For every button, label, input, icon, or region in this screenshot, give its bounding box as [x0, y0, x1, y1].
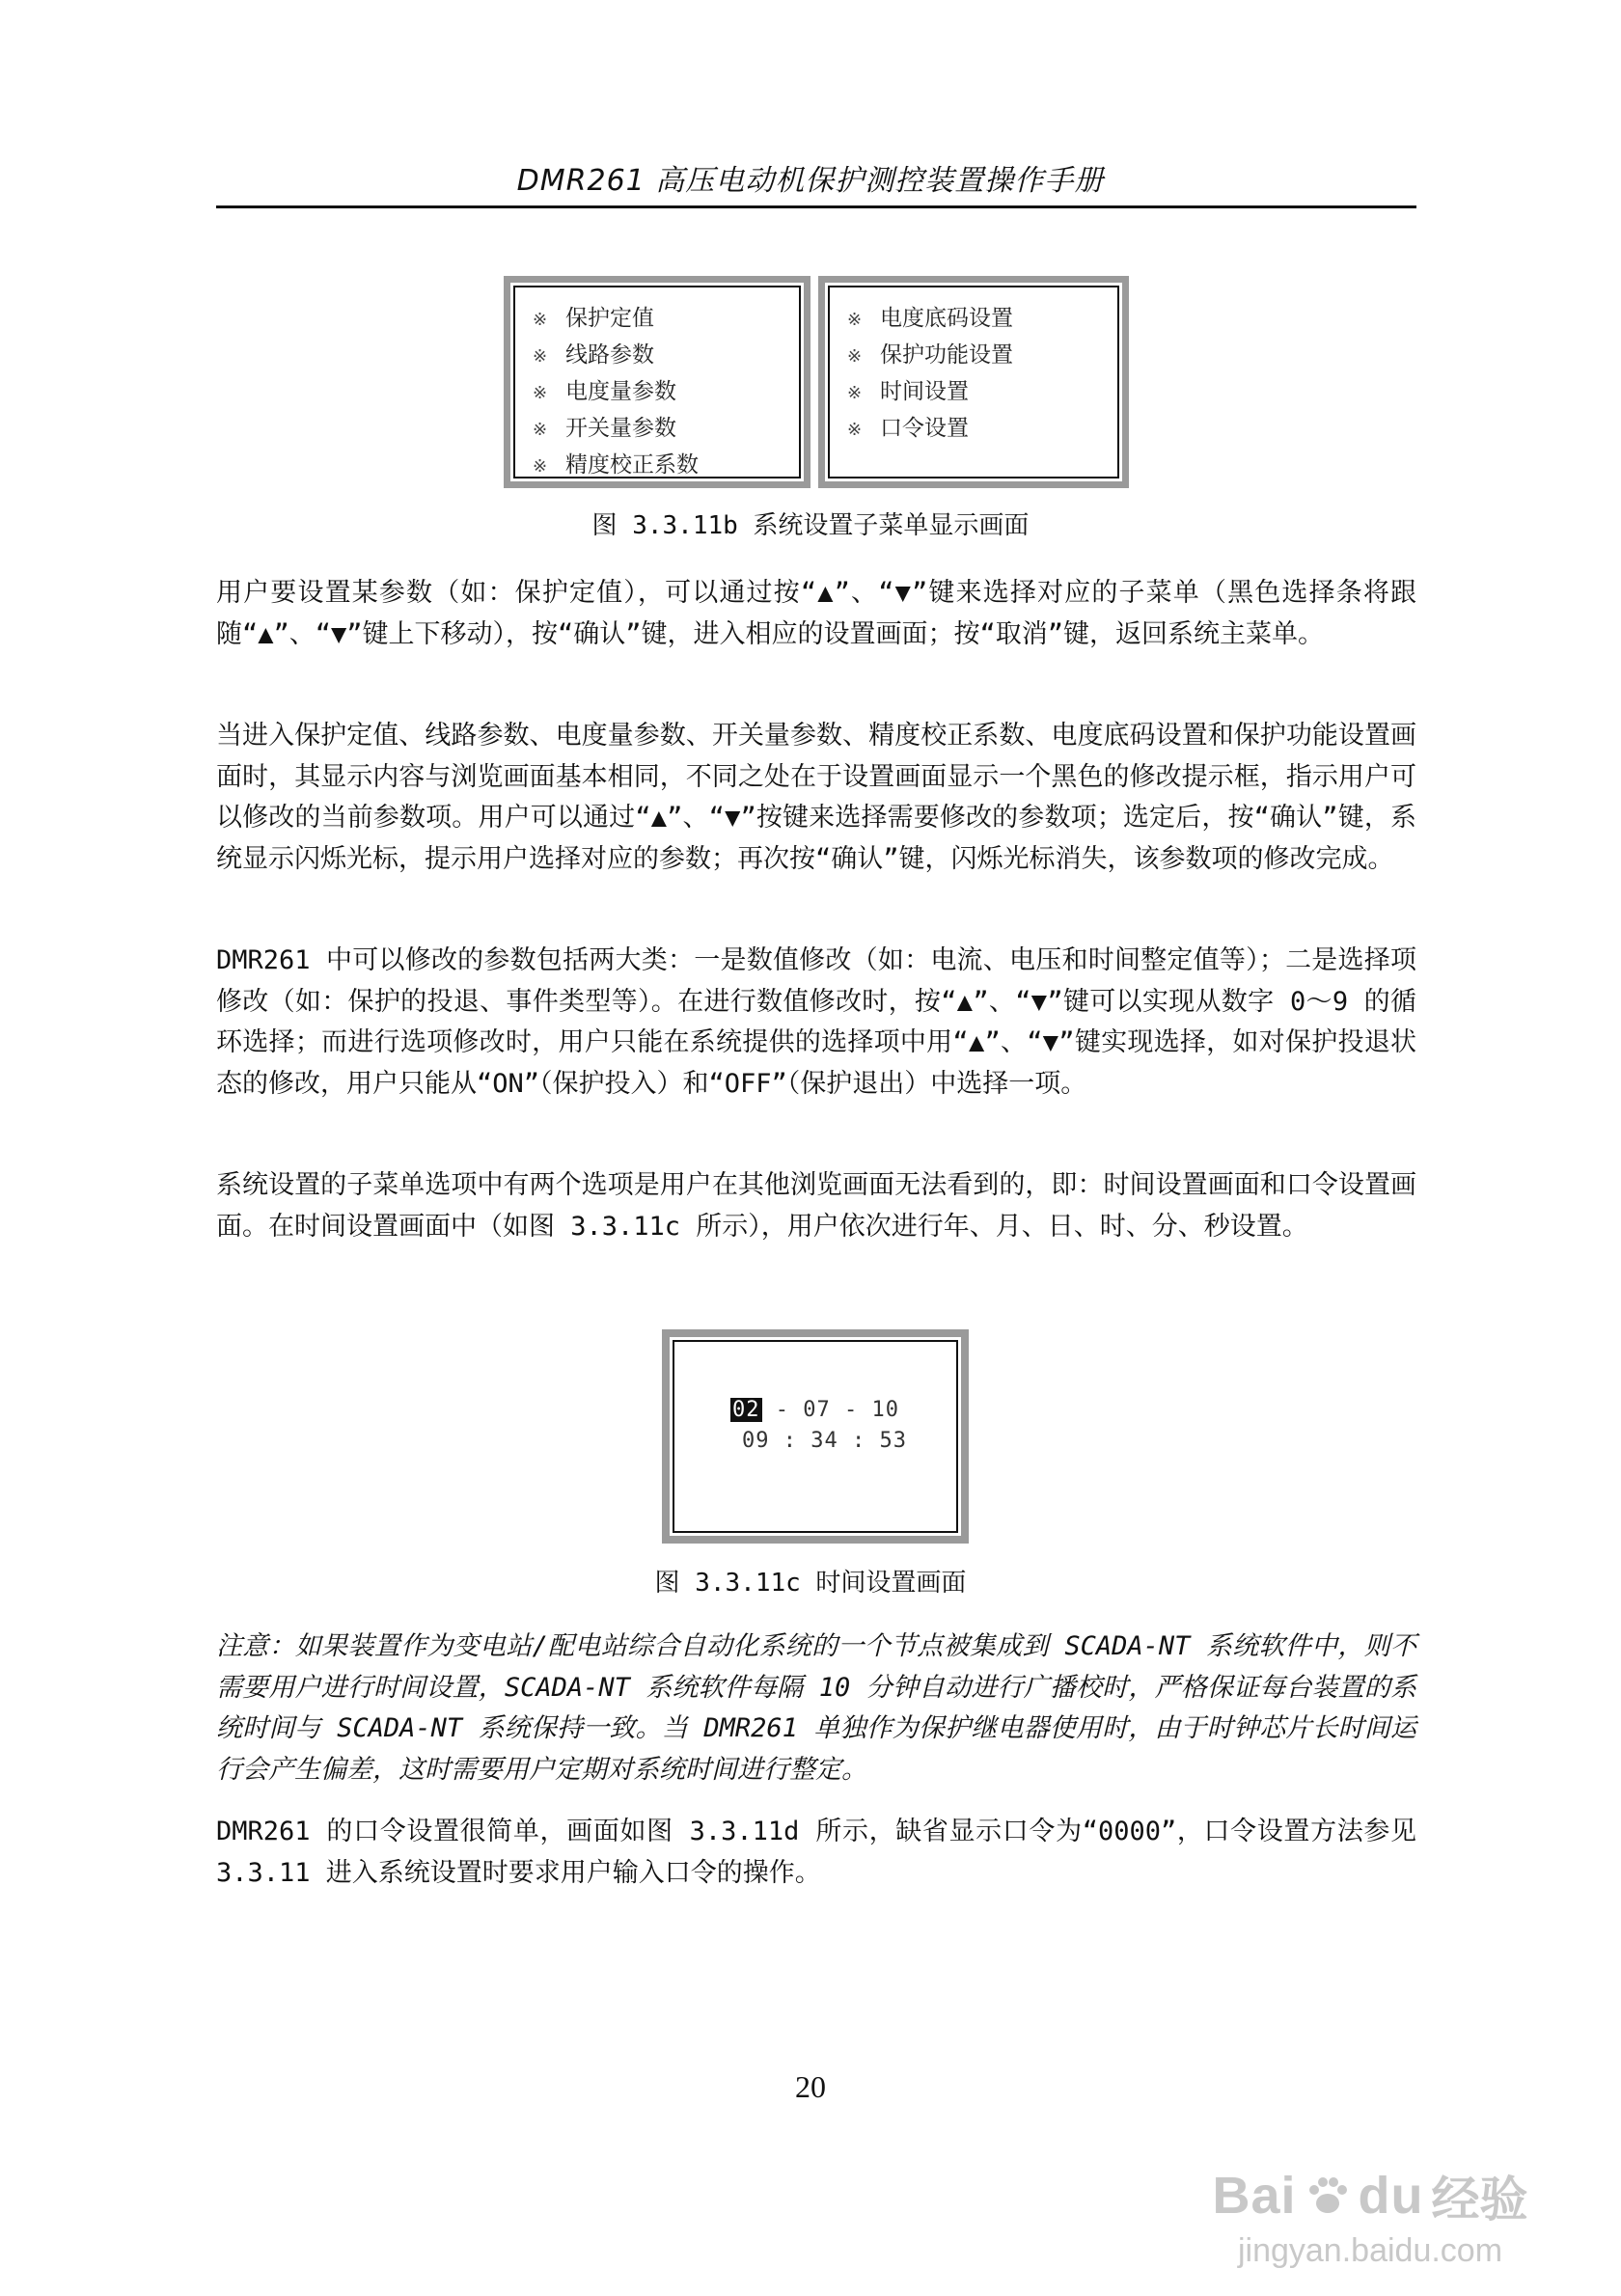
- submenu-item-label: 电度底码设置: [880, 306, 1013, 331]
- submenu-item[interactable]: [533, 301, 799, 338]
- submenu-item-label: 线路参数: [565, 342, 654, 368]
- reference-mark-icon: ※: [533, 420, 548, 440]
- reference-mark-icon: ※: [533, 383, 548, 403]
- selected-year-field: 02: [732, 1398, 760, 1422]
- submenu-item[interactable]: [533, 338, 799, 374]
- page-header-title: DMR261 高压电动机保护测控装置操作手册: [516, 164, 1105, 198]
- paragraph-modifiable-params: DMR261 中可以修改的参数包括两大类：一是数值修改（如：电流、电压和时间整定值等）；二是选择项修改（如：保护的投退、事件类型等）。在进行数值修改时，按“▲”、“▼”键可以实现从数字 0～9 的循环选择；而进行选项修改时，用户只能在系统提供的选择项中用“▲”、“▼”键实现选择，如对保护投退状态的修改，用户只能从“ON”（保护投入）和“OFF”（保护退出）中选择一项。: [216, 945, 1416, 1099]
- paragraph-time-setting: 系统设置的子菜单选项中有两个选项是用户在其他浏览画面无法看到的，即：时间设置画面和口令设置画面。在时间设置画面中（如图 3.3.11c 所示），用户依次进行年、月、日、时、分、秒设置。: [216, 1170, 1416, 1242]
- page-number: 20: [795, 2069, 826, 2104]
- figure-c-caption: 图 3.3.11c 时间设置画面: [654, 1569, 967, 1598]
- submenu-item-label: 精度校正系数: [565, 452, 699, 478]
- submenu-item[interactable]: [847, 374, 1117, 411]
- time-setting-screen: [662, 1329, 969, 1544]
- submenu-list-right: [830, 287, 1117, 448]
- watermark-logo: [1168, 2161, 1573, 2230]
- reference-mark-icon: ※: [533, 310, 548, 330]
- submenu-item-label: 口令设置: [880, 416, 969, 441]
- date-display: [730, 1398, 899, 1422]
- reference-mark-icon: ※: [847, 420, 863, 440]
- baidu-watermark: [1168, 2161, 1573, 2270]
- watermark-url: jingyan.baidu.com: [1237, 2232, 1503, 2269]
- reference-mark-icon: ※: [847, 383, 863, 403]
- submenu-item-label: 保护定值: [565, 306, 654, 331]
- header-divider: [216, 205, 1416, 208]
- submenu-item-label: 电度量参数: [565, 379, 676, 404]
- paragraph-password-setting: DMR261 的口令设置很简单，画面如图 3.3.11d 所示，缺省显示口令为“0000”，口令设置方法参见 3.3.11 进入系统设置时要求用户输入口令的操作。: [216, 1817, 1416, 1888]
- submenu-item[interactable]: [847, 338, 1117, 374]
- submenu-item-label: 保护功能设置: [880, 342, 1013, 368]
- watermark-brand: Bai: [1212, 2167, 1297, 2225]
- time-display: 09 : 34 : 53: [742, 1429, 907, 1453]
- figure-b-caption: 图 3.3.11b 系统设置子菜单显示画面: [591, 511, 1030, 540]
- date-remainder: - 07 - 10: [761, 1398, 899, 1422]
- watermark-brand-tail: du: [1358, 2167, 1424, 2225]
- watermark-chinese: 经验: [1431, 2172, 1528, 2228]
- reference-mark-icon: ※: [847, 346, 863, 367]
- submenu-panel-left: [504, 276, 810, 488]
- paragraph-select-submenu: 用户要设置某参数（如：保护定值），可以通过按“▲”、“▼”键来选择对应的子菜单（黑色选择条将跟随“▲”、“▼”键上下移动），按“确认”键，进入相应的设置画面；按“取消”键，返回系统主菜单。: [216, 578, 1416, 649]
- paw-icon: [1305, 2173, 1351, 2219]
- reference-mark-icon: ※: [847, 310, 863, 330]
- note-paragraph: 注意：如果装置作为变电站/配电站综合自动化系统的一个节点被集成到 SCADA-NT 系统软件中，则不需要用户进行时间设置，SCADA-NT 系统软件每隔 10 分钟自动进行广播校时，严格保证每台装置的系统时间与 SCADA-NT 系统保持一致。当 DMR261 单独作为保护继电器使用时，由于时钟芯片长时间运行会产生偏差，这时需要用户定期对系统时间进行整定。: [216, 1631, 1416, 1785]
- submenu-item[interactable]: [847, 411, 1117, 448]
- submenu-list-left: [515, 287, 799, 484]
- submenu-item-label: 时间设置: [880, 379, 969, 404]
- submenu-item-label: 开关量参数: [565, 416, 676, 441]
- paragraph-settings-screens: 当进入保护定值、线路参数、电度量参数、开关量参数、精度校正系数、电度底码设置和保护功能设置画面时，其显示内容与浏览画面基本相同，不同之处在于设置画面显示一个黑色的修改提示框，指示用户可以修改的当前参数项。用户可以通过“▲”、“▼”按键来选择需要修改的参数项；选定后，按“确认”键，系统显示闪烁光标，提示用户选择对应的参数；再次按“确认”键，闪烁光标消失，该参数项的修改完成。: [216, 721, 1416, 874]
- submenu-item[interactable]: [847, 301, 1117, 338]
- submenu-item[interactable]: [533, 374, 799, 411]
- submenu-item[interactable]: [533, 448, 799, 484]
- submenu-panel-right: [818, 276, 1129, 488]
- reference-mark-icon: ※: [533, 346, 548, 367]
- reference-mark-icon: ※: [533, 456, 548, 477]
- submenu-item[interactable]: [533, 411, 799, 448]
